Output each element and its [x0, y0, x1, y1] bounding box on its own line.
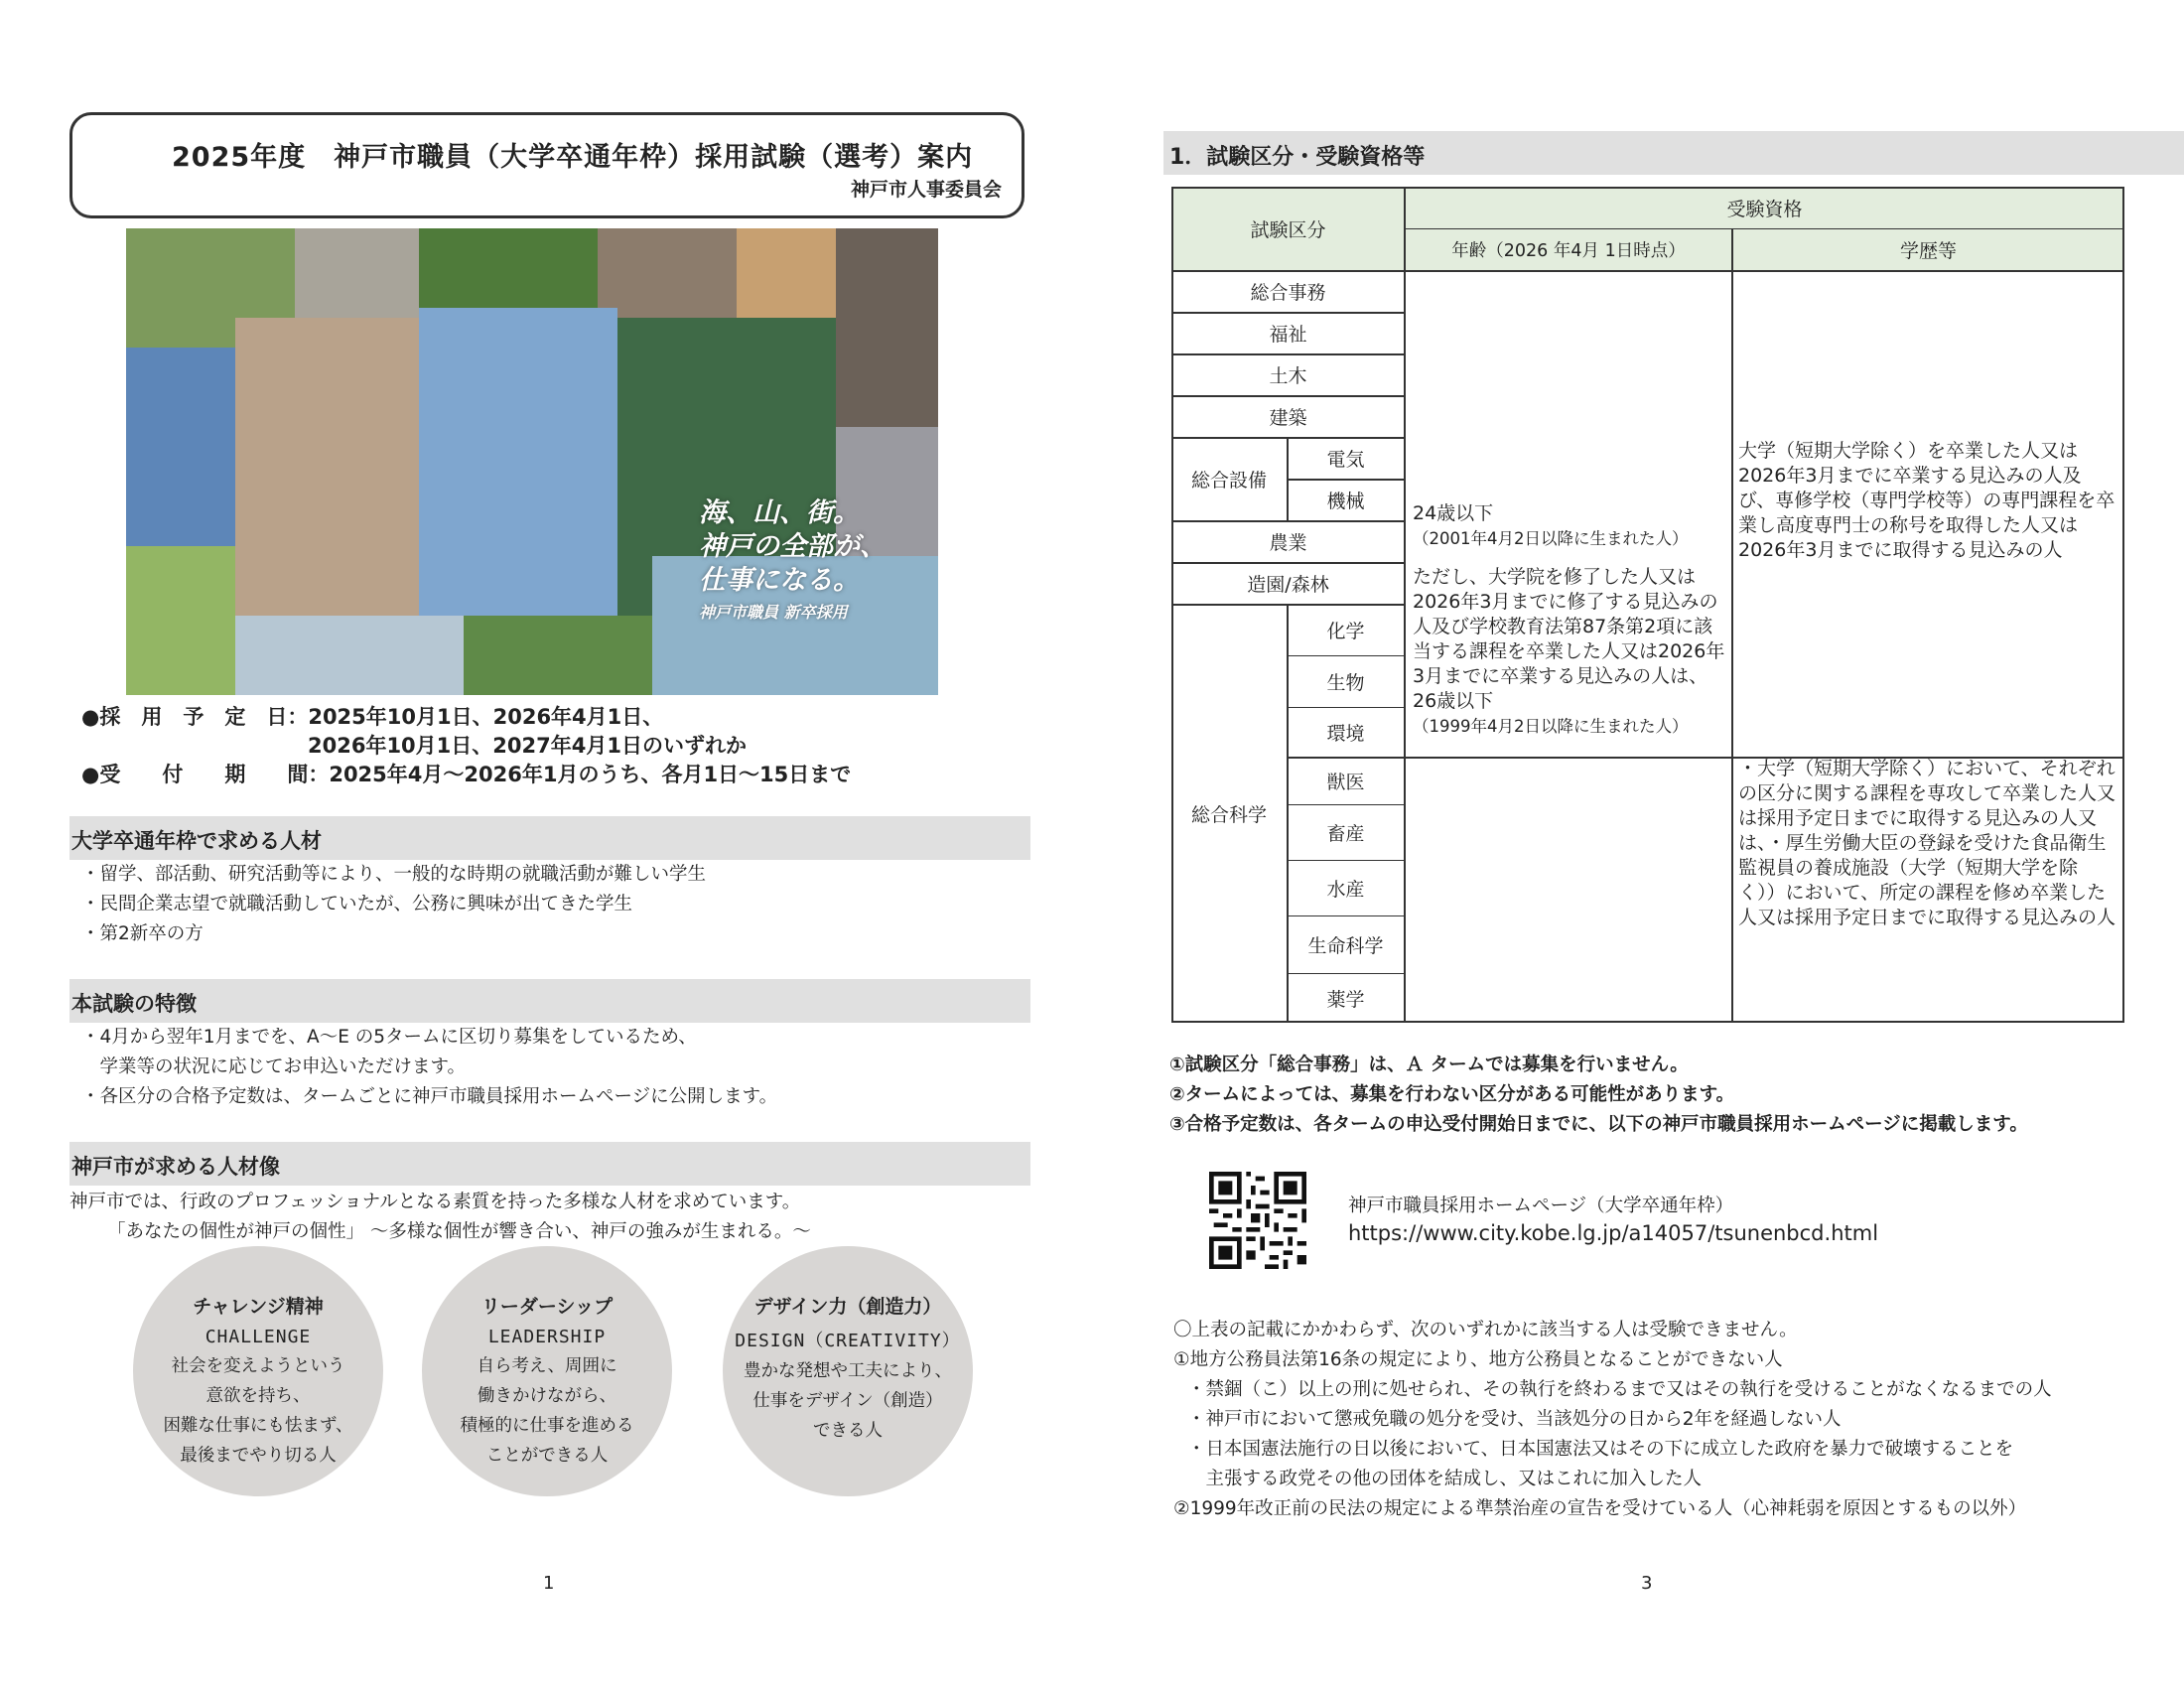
- accept-period-value: 2025年4月～2026年1月のうち、各月1日～15日まで: [329, 763, 852, 786]
- ideal-slogan: 「あなたの個性が神戸の個性」 ～多様な個性が響き合い、神戸の強みが生まれる。～: [107, 1221, 811, 1242]
- photo-port-tower: [419, 308, 617, 616]
- ineligibility-notes: [1173, 1316, 2052, 1524]
- circle-leadership: [422, 1246, 672, 1496]
- category-cell: 生命科学: [1307, 934, 1384, 957]
- homepage-link[interactable]: https://www.city.kobe.lg.jp/a14057/tsunenbcd.html: [1348, 1221, 1879, 1245]
- catchphrase-line2: 神戸の全部が、: [699, 531, 887, 562]
- category-cell: 総合設備: [1190, 469, 1267, 492]
- ideal-intro: 神戸市では、行政のプロフェッショナルとなる素質を持った多様な人材を求めています。: [69, 1192, 801, 1212]
- page-number: 3: [1641, 1573, 1653, 1594]
- circle-text: 社会を変えようという 意欲を持ち、 困難な仕事にも怯まず、 最後までやり切る人: [163, 1356, 353, 1466]
- header-qualification: 受験資格: [1405, 187, 2124, 228]
- list-item: ・各区分の合格予定数は、タームごとに神戸市職員採用ホームページに公開します。: [81, 1086, 778, 1107]
- category-cell: 機械: [1326, 490, 1365, 512]
- page-title: 2025年度 神戸市職員（大学卒通年枠）採用試験（選考）案内: [172, 142, 974, 173]
- photo-tower: [126, 348, 235, 546]
- category-cell: 農業: [1269, 531, 1307, 554]
- list-item: ・留学、部活動、研究活動等により、一般的な時期の就職活動が難しい学生: [81, 864, 707, 885]
- section-heading-ideal: 神戸市が求める人材像: [69, 1142, 1030, 1186]
- education-requirement-science: ・大学（短期大学除く）において、それぞれの区分に関する課程を専攻して卒業した人又は採用予定日までに取得する見込みの人又は、・厚生労働大臣の登録を受けた食品衛生監視員の養成施設（大学（短期大学を除く））において、所定の課程を修め卒業した人又は採用予定日までに取得する見込みの人: [1738, 758, 2116, 928]
- note-item: ・禁錮（こ）以上の刑に処せられ、その執行を終わるまで又はその執行を受けることがなくなるまでの人: [1187, 1379, 2052, 1400]
- title-box: [69, 112, 1024, 218]
- circle-challenge: [133, 1246, 383, 1496]
- photo-lawn: [419, 228, 598, 308]
- note-item: ①地方公務員法第16条の規定により、地方公務員となることができない人: [1173, 1349, 1783, 1370]
- note-item: 主張する政党その他の団体を結成し、又はこれに加入した人: [1187, 1469, 1703, 1489]
- circle-title: チャレンジ精神: [193, 1296, 324, 1318]
- hire-date-value2: 2026年10月1日、2027年4月1日のいずれか: [308, 734, 747, 758]
- circle-text: 自ら考え、周囲に 働きかけながら、 積極的に仕事を進める ことができる人: [460, 1356, 634, 1466]
- hire-date-value1: 2025年10月1日、2026年4月1日、: [308, 705, 664, 729]
- photo-golf: [464, 616, 652, 695]
- talent-list: [81, 860, 706, 949]
- header-education: 学歴等: [1732, 228, 2124, 270]
- right-page: [1092, 0, 2184, 1688]
- circle-design: [723, 1246, 973, 1496]
- circle-english: DESIGN（CREATIVITY）: [735, 1331, 961, 1351]
- qr-code-icon[interactable]: [1209, 1172, 1306, 1269]
- note-item: 〇上表の記載にかかわらず、次のいずれかに該当する人は受験できません。: [1173, 1320, 1798, 1340]
- category-cell: 土木: [1269, 364, 1307, 387]
- list-item: ・民間企業志望で就職活動していたが、公務に興味が出てきた学生: [81, 894, 633, 914]
- note-item: ・日本国憲法施行の日以後において、日本国憲法又はその下に成立した政府を暴力で破壊することを: [1187, 1439, 2014, 1460]
- category-cell: 福祉: [1269, 323, 1307, 346]
- header-category: 試験区分: [1171, 187, 1405, 270]
- note-item: ①試験区分「総合事務」は、Ａ タームでは募集を行いません。: [1169, 1055, 1689, 1075]
- catchphrase-subtitle: 神戸市職員 新卒採用: [699, 603, 848, 622]
- photo-people: [295, 228, 419, 318]
- header-age: 年齢（2026 年4月 1日時点）: [1405, 228, 1732, 270]
- note-item: ③合格予定数は、各タームの申込受付開始日までに、以下の神戸市職員採用ホームページに掲載します。: [1169, 1114, 2028, 1135]
- accept-period-row: [81, 759, 851, 788]
- page-number: 1: [543, 1573, 555, 1594]
- list-item: 学業等の状況に応じてお申込いただけます。: [81, 1056, 467, 1077]
- note-item: ②タームによっては、募集を行わない区分がある可能性があります。: [1169, 1084, 1735, 1105]
- note-item: ・神戸市において懲戒免職の処分を受け、当該処分の日から2年を経過しない人: [1187, 1409, 1842, 1430]
- list-item: ・第2新卒の方: [81, 923, 204, 944]
- organization-name: 神戸市人事委員会: [850, 179, 1002, 201]
- category-cell: 建築: [1269, 406, 1307, 429]
- category-cell: 水産: [1326, 878, 1365, 901]
- catchphrase: [699, 496, 887, 624]
- photo-meeting: [836, 228, 938, 427]
- education-requirement-general: 大学（短期大学除く）を卒業した人又は2026年3月までに卒業する見込みの人及び、専修学校（専門学校等）の専門課程を卒業し高度専門士の称号を取得した人又は2026年3月までに取得する見込みの人: [1738, 440, 2116, 561]
- photo-collage: [126, 228, 938, 695]
- note-item: ②1999年改正前の民法の規定による準禁治産の宣告を受けている人（心神耗弱を原因とするもの以外）: [1173, 1498, 2027, 1519]
- circle-title: デザイン力（創造力）: [753, 1296, 942, 1318]
- table-notes: [1169, 1051, 2028, 1140]
- circle-english: LEADERSHIP: [487, 1327, 607, 1347]
- catchphrase-line3: 仕事になる。: [699, 565, 860, 596]
- category-cell: 化学: [1326, 620, 1365, 642]
- hire-date-label: ●採 用 予 定 日：: [81, 705, 309, 729]
- category-cell: 総合事務: [1250, 281, 1326, 304]
- circle-title: リーダーシップ: [480, 1296, 614, 1318]
- hire-date-row: [81, 701, 663, 731]
- catchphrase-line1: 海、山、街。: [699, 497, 860, 528]
- category-cell: 薬学: [1326, 988, 1365, 1011]
- list-item: ・4月から翌年1月までを、A～E の5タームに区切り募集をしているため、: [81, 1027, 697, 1048]
- photo-sea: [235, 616, 464, 695]
- section-heading-exam: 1．試験区分・受験資格等: [1163, 131, 2184, 175]
- homepage-label: 神戸市職員採用ホームページ（大学卒通年枠）: [1348, 1196, 1734, 1216]
- age-requirement: 24歳以下 （2001年4月2日以降に生まれた人） ただし、大学院を修了した人又は2026年3月までに修了する見込みの人及び学校教育法第87条第2項に該当する課程を卒業した人又は2026年3月までに卒業する見込みの人は、26歳以下 （1999年4月2日以降に生まれた人）: [1413, 502, 1725, 736]
- circle-english: CHALLENGE: [205, 1327, 312, 1347]
- section-heading-features: 本試験の特徴: [69, 979, 1030, 1023]
- accept-period-label: ●受 付 期 間：: [81, 763, 330, 786]
- category-cell: 獣医: [1326, 771, 1365, 793]
- photo-office: [598, 228, 737, 318]
- category-cell: 畜産: [1326, 822, 1365, 845]
- category-cell: 造園/森林: [1247, 573, 1329, 596]
- category-cell: 生物: [1326, 671, 1365, 694]
- features-list: [81, 1023, 777, 1112]
- photo-leaves: [126, 546, 235, 695]
- category-cell: 環境: [1326, 722, 1365, 745]
- category-cell: 総合科学: [1190, 803, 1267, 826]
- category-cell: 電気: [1326, 448, 1365, 471]
- photo-building: [235, 318, 419, 616]
- section-heading-talent: 大学卒通年枠で求める人材: [69, 816, 1030, 860]
- circle-text: 豊かな発想や工夫により、 仕事をデザイン（創造） できる人: [744, 1361, 952, 1441]
